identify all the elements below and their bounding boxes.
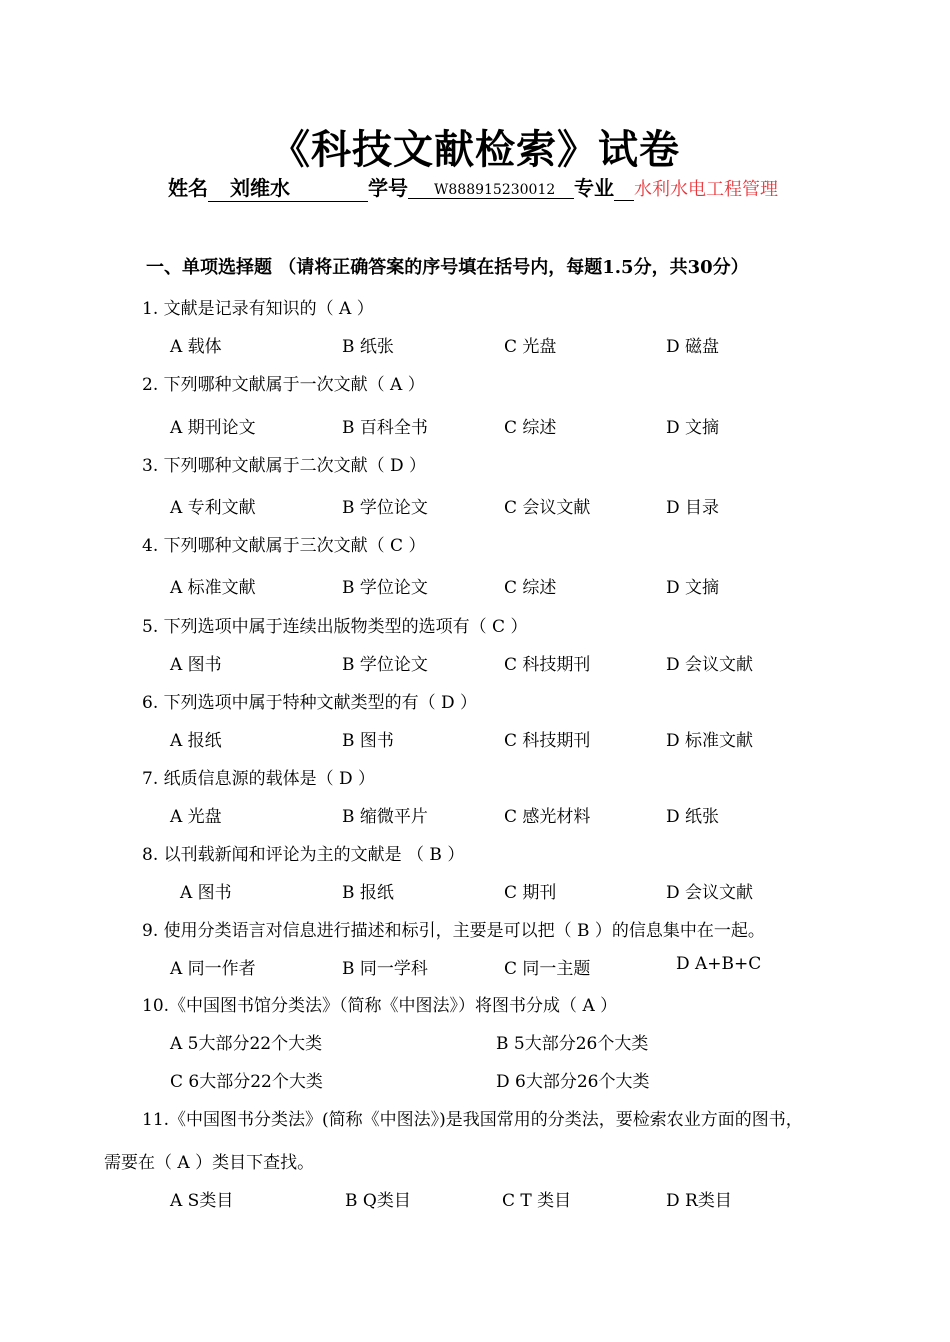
student-id-field[interactable]: W888915230012 — [408, 182, 574, 199]
option-c: C 会议文献 — [504, 498, 591, 518]
option-a: A 标准文献 — [170, 578, 256, 598]
student-info-line — [168, 172, 778, 202]
question-3: 3. 下列哪种文献属于二次文献（ D ） — [142, 456, 427, 476]
id-label: 学号 — [368, 176, 408, 200]
option-b: B 学位论文 — [342, 498, 428, 518]
question-9: 9. 使用分类语言对信息进行描述和标引，主要是可以把（ B ）的信息集中在一起。 — [142, 921, 765, 941]
option-c: C 6大部分22个大类 — [170, 1072, 323, 1092]
option-a: A 期刊论文 — [170, 418, 256, 438]
name-label: 姓名 — [168, 176, 208, 200]
option-c: C 感光材料 — [504, 807, 591, 827]
option-d: D 会议文献 — [666, 883, 754, 903]
option-a: A 5大部分22个大类 — [170, 1034, 323, 1054]
option-a: A 专利文献 — [170, 498, 256, 518]
option-b: B 同一学科 — [342, 959, 428, 979]
option-a: A 图书 — [170, 655, 222, 675]
option-b: B 百科全书 — [342, 418, 428, 438]
option-c: C 科技期刊 — [504, 731, 591, 751]
option-c: C 光盘 — [504, 337, 557, 357]
section-heading: 一、单项选择题 （请将正确答案的序号填在括号内，每题1.5分，共30分） — [146, 257, 749, 278]
option-a: A S类目 — [170, 1191, 234, 1211]
option-d: D 磁盘 — [666, 337, 720, 357]
option-b: B 缩微平片 — [342, 807, 428, 827]
question-10: 10.《中国图书馆分类法》（简称《中图法》）将图书分成（ A ） — [142, 996, 618, 1016]
option-d: D 文摘 — [666, 578, 720, 598]
option-c: C 综述 — [504, 418, 557, 438]
major-underline — [614, 176, 634, 201]
option-c: C 期刊 — [504, 883, 557, 903]
name-field[interactable]: 刘维水 — [208, 172, 368, 202]
option-d: D 目录 — [666, 498, 720, 518]
option-b: B 纸张 — [342, 337, 394, 357]
option-d: D R类目 — [666, 1191, 732, 1211]
option-b: B 5大部分26个大类 — [496, 1034, 649, 1054]
option-a: A 光盘 — [170, 807, 222, 827]
option-a: A 图书 — [180, 883, 232, 903]
major-label: 专业 — [574, 176, 614, 200]
question-4: 4. 下列哪种文献属于三次文献（ C ） — [142, 536, 426, 556]
major-field[interactable]: 水利水电工程管理 — [634, 179, 778, 200]
option-a: A 报纸 — [170, 731, 222, 751]
option-c: C 科技期刊 — [504, 655, 591, 675]
option-b: B Q类目 — [345, 1191, 411, 1211]
option-c: C T 类目 — [502, 1191, 572, 1211]
option-b: B 报纸 — [342, 883, 394, 903]
question-11: 11.《中国图书分类法》(简称《中图法》)是我国常用的分类法，要检索农业方面的图书， — [142, 1110, 803, 1130]
option-b: B 学位论文 — [342, 578, 428, 598]
option-b: B 图书 — [342, 731, 394, 751]
question-7: 7. 纸质信息源的载体是（ D ） — [142, 769, 376, 789]
question-5: 5. 下列选项中属于连续出版物类型的选项有（ C ） — [142, 617, 528, 637]
option-c: C 同一主题 — [504, 959, 591, 979]
option-a: A 载体 — [170, 337, 222, 357]
option-b: B 学位论文 — [342, 655, 428, 675]
question-8: 8. 以刊载新闻和评论为主的文献是 （ B ） — [142, 845, 465, 865]
question-6: 6. 下列选项中属于特种文献类型的有（ D ） — [142, 693, 478, 713]
option-c: C 综述 — [504, 578, 557, 598]
option-d: D 纸张 — [666, 807, 720, 827]
option-d: D A+B+C — [676, 954, 762, 974]
option-d: D 文摘 — [666, 418, 720, 438]
question-1: 1. 文献是记录有知识的（ A ） — [142, 299, 374, 319]
option-d: D 标准文献 — [666, 731, 754, 751]
exam-title: 《科技文献检索》试卷 — [270, 126, 680, 173]
option-d: D 会议文献 — [666, 655, 754, 675]
option-a: A 同一作者 — [170, 959, 256, 979]
question-2: 2. 下列哪种文献属于一次文献（ A ） — [142, 375, 425, 395]
option-d: D 6大部分26个大类 — [496, 1072, 650, 1092]
question-11-continued: 需要在（ A ）类目下查找。 — [104, 1153, 315, 1173]
